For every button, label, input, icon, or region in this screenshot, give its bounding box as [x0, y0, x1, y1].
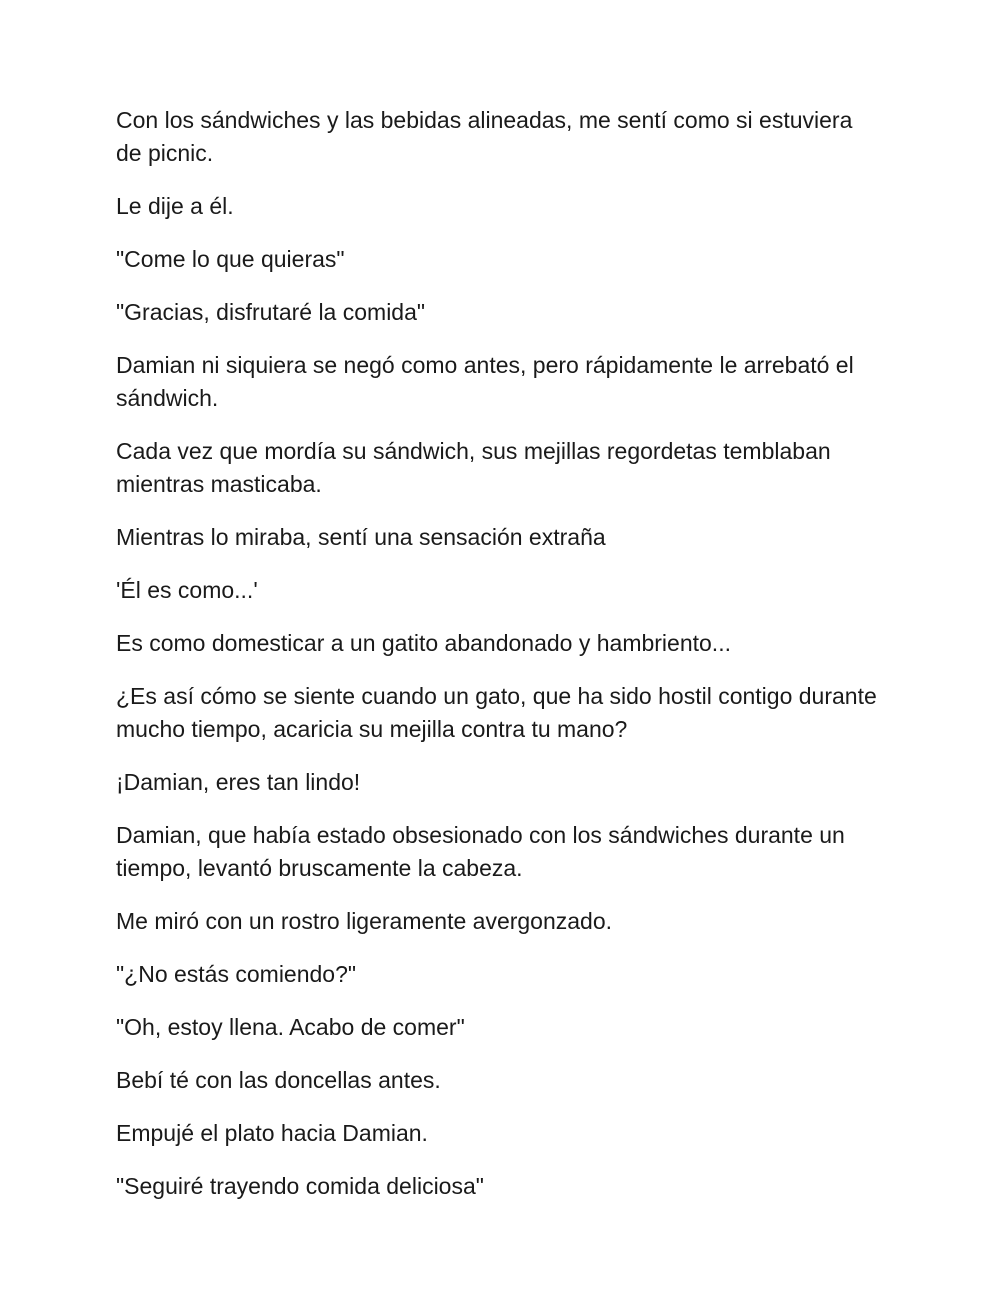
paragraph: Cada vez que mordía su sándwich, sus mejillas regordetas temblaban mientras masticaba. — [116, 438, 831, 497]
paragraph: Con los sándwiches y las bebidas alineadas, me sentí como si estuviera de picnic. — [116, 107, 853, 166]
paragraph: ¡Damian, eres tan lindo! — [116, 769, 361, 795]
paragraph: Le dije a él. — [116, 193, 234, 219]
paragraph: Damian, que había estado obsesionado con los sándwiches durante un tiempo, levantó bruscamente la cabeza. — [116, 822, 845, 881]
paragraph: "Oh, estoy llena. Acabo de comer" — [116, 1014, 465, 1040]
paragraph: Damian ni siquiera se negó como antes, pero rápidamente le arrebató el sándwich. — [116, 352, 854, 411]
paragraph: Es como domesticar a un gatito abandonado y hambriento... — [116, 630, 731, 656]
paragraph: "Seguiré trayendo comida deliciosa" — [116, 1173, 484, 1199]
paragraph: Me miró con un rostro ligeramente avergonzado. — [116, 908, 613, 934]
paragraph: 'Él es como...' — [116, 577, 258, 603]
paragraph: ¿Es así cómo se siente cuando un gato, que ha sido hostil contigo durante mucho tiempo, acaricia su mejilla contra tu mano? — [116, 683, 877, 742]
paragraph: Empujé el plato hacia Damian. — [116, 1120, 428, 1146]
paragraph: "Come lo que quieras" — [116, 246, 345, 272]
paragraph: "¿No estás comiendo?" — [116, 961, 357, 987]
paragraph: Bebí té con las doncellas antes. — [116, 1067, 441, 1093]
paragraph: "Gracias, disfrutaré la comida" — [116, 299, 426, 325]
paragraph: Mientras lo miraba, sentí una sensación extraña — [116, 524, 606, 550]
